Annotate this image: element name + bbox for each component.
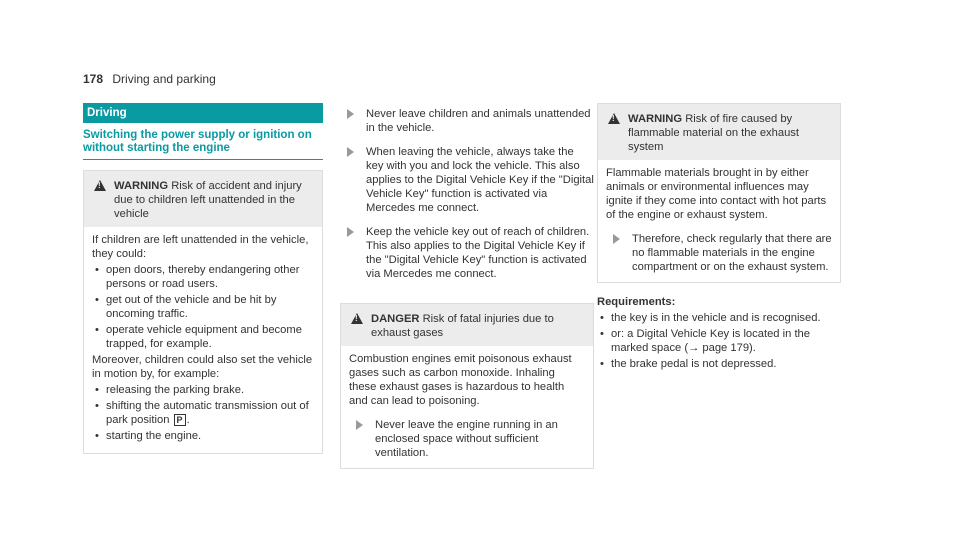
park-position-symbol: P <box>174 414 186 426</box>
list-item: • operate vehicle equipment and become trapped, for example. <box>92 323 314 351</box>
danger-keyword: DANGER <box>371 313 420 325</box>
warning-header <box>598 104 840 160</box>
list-item-text: shifting the automatic transmission out of park position <box>106 400 309 426</box>
warning-head-text: Risk of accident and injury due to children left unattended in the vehicle <box>114 180 302 220</box>
list-item: • open doors, thereby endangering other persons or road users. <box>92 263 314 291</box>
danger-text: Combustion engines emit poisonous exhaust gases such as carbon monoxide. Inhaling these exhaust gases is hazardous to health and can lead to poisoning. <box>349 353 572 407</box>
subheading: Switching the power supply or ignition on without starting the engine <box>83 129 323 160</box>
step-text: When leaving the vehicle, always take the key with you and lock the vehicle. This also applies to the Digital Vehicle Key if the "Digital Vehicle Key" function is activated via Mercedes me connect. <box>366 146 594 214</box>
warning-head-text: Risk of fire caused by flammable material on the exhaust system <box>628 113 800 153</box>
list-item: • or: a Digital Vehicle Key is located in the marked space (→ page 179). <box>597 327 841 355</box>
instruction-step <box>340 107 594 135</box>
warning-body <box>84 227 322 453</box>
requirements-title: Requirements: <box>597 296 676 308</box>
column-1 <box>83 103 323 454</box>
danger-header <box>341 304 593 346</box>
warning-triangle-icon <box>94 180 106 191</box>
step-text: Never leave children and animals unattended in the vehicle. <box>366 108 591 134</box>
warning-list-2 <box>92 383 314 443</box>
list-item: • the brake pedal is not depressed. <box>597 357 841 371</box>
column-2 <box>340 103 594 469</box>
step-text: Never leave the engine running in an enclosed space without sufficient ventilation. <box>375 419 558 459</box>
step-arrow-icon <box>347 147 354 157</box>
warning-keyword: WARNING <box>628 113 683 125</box>
page-header <box>83 72 216 86</box>
step-text: Therefore, check regularly that there are no flammable materials in the engine compartment or on the exhaust system. <box>632 233 832 273</box>
step-arrow-icon <box>347 109 354 119</box>
warning-triangle-icon <box>351 313 363 324</box>
instruction-step <box>340 225 594 281</box>
column-3 <box>597 103 841 373</box>
warning-text: Flammable materials brought in by either animals or environmental influences may ignite if they come into contact with hot parts of the engine or exhaust system. <box>606 167 827 221</box>
warning-body <box>598 160 840 282</box>
warning-list <box>92 263 314 351</box>
warning-box <box>83 170 323 454</box>
list-item: • the key is in the vehicle and is recognised. <box>597 311 841 325</box>
step-arrow-icon <box>347 227 354 237</box>
warning-box <box>597 103 841 283</box>
warning-intro: If children are left unattended in the vehicle, they could: <box>92 234 309 260</box>
list-item: • releasing the parking brake. <box>92 383 314 397</box>
step-arrow-icon <box>356 420 363 430</box>
requirements <box>597 295 841 371</box>
danger-body <box>341 346 593 468</box>
warning-keyword: WARNING <box>114 180 169 192</box>
step-arrow-icon <box>613 234 620 244</box>
instruction-step <box>349 418 585 460</box>
warning-triangle-icon <box>608 113 620 124</box>
list-item: • starting the engine. <box>92 429 314 443</box>
list-item: • get out of the vehicle and be hit by oncoming traffic. <box>92 293 314 321</box>
step-text: Keep the vehicle key out of reach of children. This also applies to the Digital Vehicle Key if the "Digital Vehicle Key" function is activated via Mercedes me connect. <box>366 226 590 280</box>
danger-head-text: Risk of fatal injuries due to exhaust gases <box>371 313 554 339</box>
warning-header <box>84 171 322 227</box>
warning-moreover: Moreover, children could also set the vehicle in motion by, for example: <box>92 354 313 380</box>
requirements-list <box>597 311 841 371</box>
instruction-step <box>606 232 832 274</box>
page-header-title: Driving and parking <box>112 72 216 86</box>
list-item: • shifting the automatic transmission out of park position P . <box>92 399 314 427</box>
section-title: Driving <box>83 103 323 123</box>
instruction-steps <box>340 107 594 287</box>
page-number: 178 <box>83 72 104 86</box>
instruction-step <box>340 145 594 215</box>
danger-box <box>340 303 594 469</box>
